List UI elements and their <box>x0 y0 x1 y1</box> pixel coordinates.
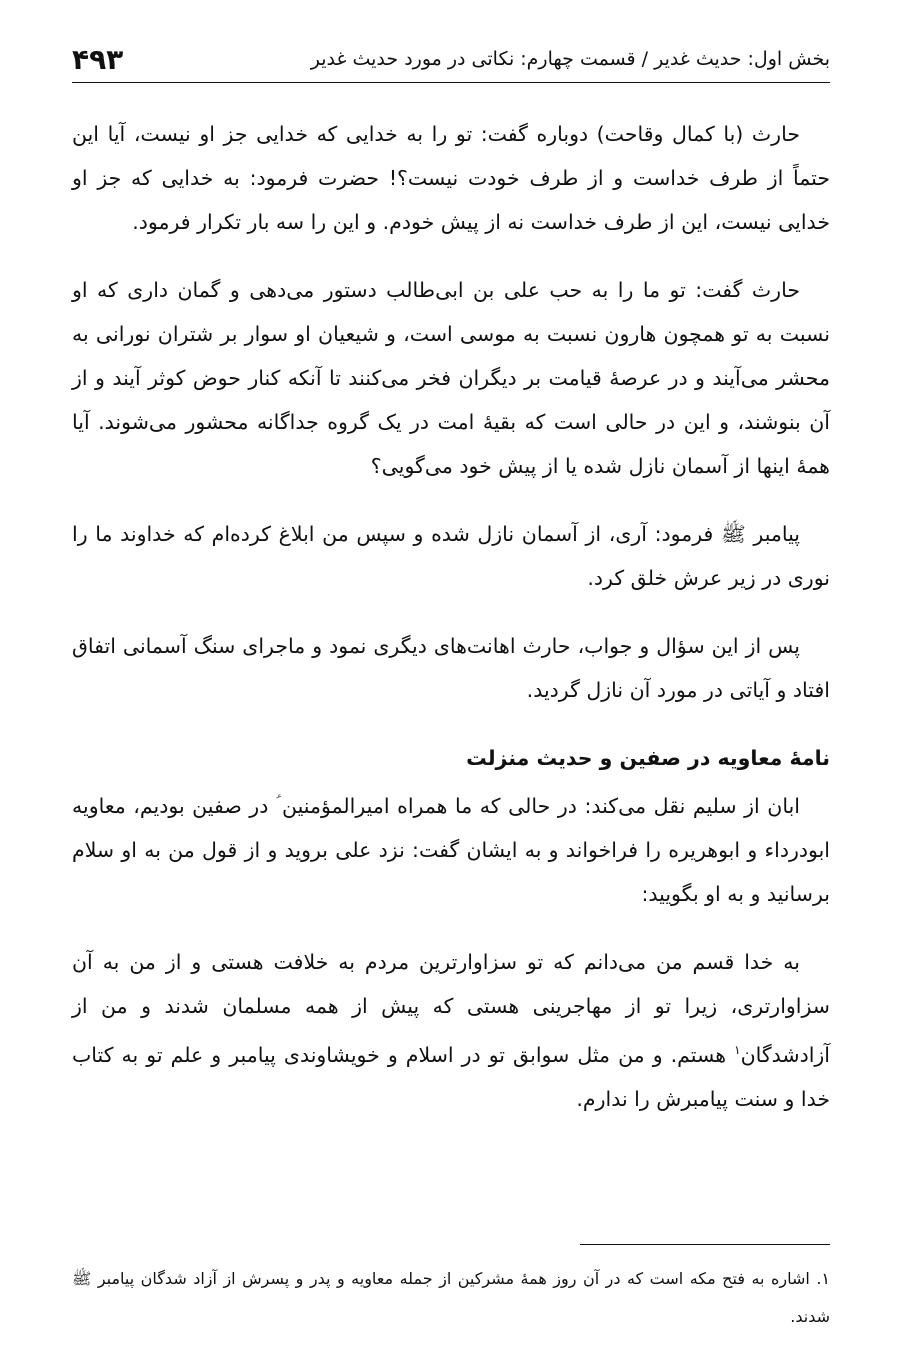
paragraph: پیامبر ﷺ فرمود: آری، از آسمان نازل شده و سپس من ابلاغ کرده‌ام که خداوند ما را نوری در زیر عرش خلق کرد. <box>72 522 830 590</box>
footnote: ۱. اشاره به فتح مکه است که در آن روز همهٔ مشرکین از جمله معاویه و پدر و پسرش از آزاد شدگان پیامبر ﷺ شدند. <box>72 1269 830 1326</box>
page-header <box>72 36 830 83</box>
paragraph-text: به خدا قسم من می‌دانم که تو سزاوارترین مردم به خلافت هستی و از من به آن سزاوارتری، زیرا تو از مهاجرینی هستی که پیش از همه مسلمان شدند و من از آزادشدگان <box>72 950 830 1067</box>
paragraph-text: هستم. و من مثل سوابق تو در اسلام و خویشاوندی پیامبر و علم تو به کتاب خدا و سنت پیامبرش را ندارم. <box>72 1042 830 1111</box>
paragraph: حارث (با کمال وقاحت) دوباره گفت: تو را به خدایی که خدایی جز او نیست، آیا این حتماً از طرف خداست و از طرف خودت نیست؟! حضرت فرمود: به خدایی که جز او خدایی نیست، این از طرف خداست نه از پیش خودم. و این را سه بار تکرار فرمود. <box>72 122 830 234</box>
paragraph: پس از این سؤال و جواب، حارث اهانت‌های دیگری نمود و ماجرای سنگ آسمانی اتفاق افتاد و آیاتی در مورد آن نازل گردید. <box>72 634 830 702</box>
book-page <box>72 0 830 1366</box>
paragraph-with-footnote <box>72 940 830 1121</box>
page-number: ۴۹۳ <box>72 42 124 76</box>
footnote-divider <box>580 1244 830 1245</box>
page-body <box>72 112 830 1145</box>
paragraph: ابان از سلیم نقل می‌کند: در حالی که ما همراه امیرالمؤمنین ؑ در صفین بودیم، معاویه ابودرداء و ابوهریره را فراخواند و به ایشان گفت: نزد علی بروید و از قول من به او سلام برسانید و به او بگویید: <box>72 794 830 906</box>
paragraph: حارث گفت: تو ما را به حب علی بن ابی‌طالب دستور می‌دهی و گمان داری که او نسبت به تو همچون هارون نسبت به موسی است، و شیعیان او سوار بر شتران نورانی به محشر می‌آیند و در عرصهٔ قیامت بر دیگران فخر می‌کنند تا آنکه کنار حوض کوثر آیند و از آن بنوشند، و این در حالی است که بقیهٔ امت در یک گروه جداگانه محشور می‌شوند. آیا همهٔ اینها از آسمان نازل شده یا از پیش خود می‌گویی؟ <box>72 278 830 478</box>
running-head: بخش اول: حدیث غدیر / قسمت چهارم: نکاتی در مورد حدیث غدیر <box>310 48 830 70</box>
footnote-reference[interactable]: ۱ <box>734 1043 741 1057</box>
section-title: نامهٔ معاویه در صفین و حدیث منزلت <box>466 746 830 770</box>
